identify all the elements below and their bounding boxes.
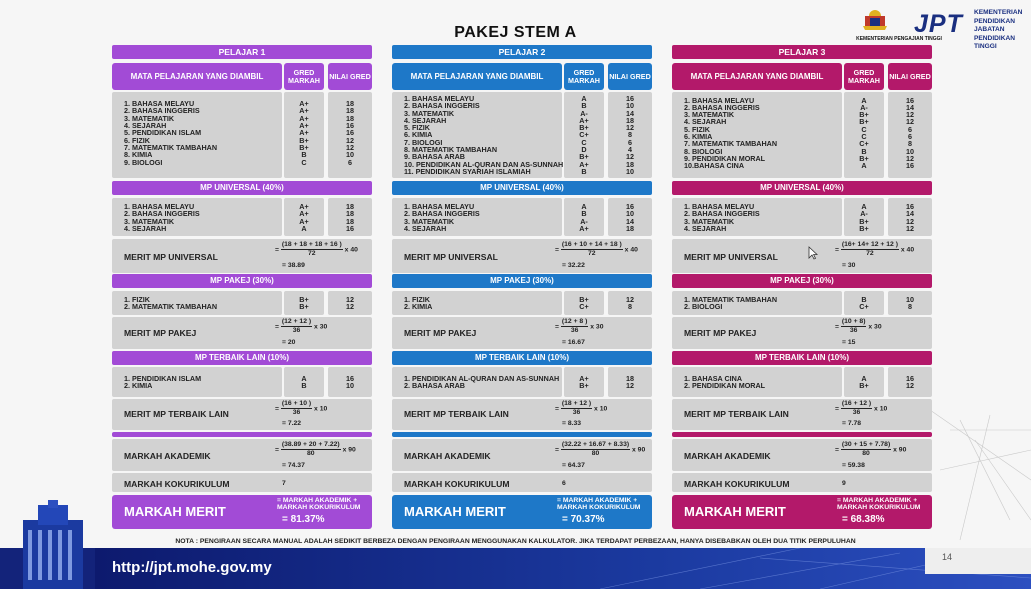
footnote: NOTA : PENGIRAAN SECARA MANUAL ADALAH SEDIKIT BERBEZA DENGAN PENGIRAAN MENGGUNAKAN KALKULATOR. JIKA TERDAPAT PERBEZAAN, HANYA DISEBABKAN OLEH DUA TITIK PERPULUHAN — [175, 538, 856, 545]
grade-cell: 18 — [346, 202, 354, 211]
grade-cell: A+ — [299, 106, 309, 116]
grade-cell: A+ — [299, 216, 309, 226]
merit-percentage: = 81.37% — [282, 514, 325, 525]
merit-pakej-label: MERIT MP PAKEJ — [124, 328, 197, 338]
grade-cell: B+ — [859, 223, 869, 233]
list-item: 1. FIZIK — [404, 295, 430, 304]
grade-cell: 18 — [346, 106, 354, 116]
grade-cell: B+ — [299, 135, 309, 145]
grade-cell: 8 — [908, 139, 912, 149]
grade-column — [328, 100, 372, 166]
akademik-label: MARKAH AKADEMIK — [404, 451, 491, 461]
formula-result: = 20 — [282, 339, 296, 346]
grade-cell: B+ — [579, 381, 589, 391]
grade-cell: A — [581, 202, 587, 211]
formula-result: = 7.22 — [282, 420, 302, 427]
grade-cell: B+ — [859, 110, 869, 120]
koko-value: 9 — [842, 480, 846, 487]
merit-percentage: = 68.38% — [842, 514, 885, 525]
merit-universal-label: MERIT MP UNIVERSAL — [684, 252, 778, 262]
grade-column — [844, 375, 884, 390]
grade-cell: B — [301, 150, 307, 160]
markah-merit-box — [672, 495, 932, 529]
list-item: 3. MATEMATIK — [404, 108, 455, 118]
grade-cell: 18 — [626, 223, 634, 233]
list-item: 2. BAHASA INGGERIS — [124, 106, 200, 116]
list-item: 2. KIMIA — [124, 381, 153, 391]
list-item: 5. FIZIK — [404, 123, 430, 133]
grade-cell: 16 — [346, 374, 354, 383]
list-item: 1. BAHASA MELAYU — [684, 202, 755, 211]
formula-result: = 32.22 — [562, 262, 585, 269]
grade-cell: B — [301, 381, 307, 391]
list-item: 5. PENDIDIKAN ISLAM — [124, 128, 202, 138]
grade-cell: 12 — [906, 223, 914, 233]
grade-cell: B — [861, 295, 867, 304]
formula: = $\frac{(16 + 10 + 14 + 18 )}{72}$ x 40 — [555, 241, 638, 257]
list-item: 1. BAHASA MELAYU — [124, 99, 195, 109]
grade-cell: C+ — [859, 139, 869, 149]
section-terbaik: MP TERBAIK LAIN (10%) — [112, 351, 372, 365]
list-item: 1. BAHASA MELAYU — [404, 202, 475, 211]
merit-formula: = MARKAH AKADEMIK + MARKAH KOKURIKULUM — [837, 497, 921, 511]
grade-mark-header: GRED MARKAH — [284, 63, 324, 90]
grade-cell: C — [861, 131, 867, 141]
mouse-cursor-icon — [808, 246, 818, 260]
grade-value-header: NILAI GRED — [888, 63, 932, 90]
grade-cell: 6 — [348, 157, 352, 167]
grade-cell: 12 — [346, 295, 354, 304]
grade-column — [284, 296, 324, 311]
grade-cell: 18 — [626, 374, 634, 383]
grade-cell: 10 — [626, 166, 634, 176]
list-item: 9. BAHASA ARAB — [404, 152, 465, 162]
grade-column — [888, 203, 932, 232]
subject-list — [404, 203, 480, 232]
grade-cell: 10 — [626, 209, 634, 219]
grade-cell: 16 — [346, 223, 354, 233]
grade-mark-header: GRED MARKAH — [844, 63, 884, 90]
grade-value-header: NILAI GRED — [328, 63, 372, 90]
list-item: 7. BIOLOGI — [404, 137, 443, 147]
grade-cell: A+ — [299, 128, 309, 138]
grade-column — [844, 203, 884, 232]
grade-cell: 10 — [906, 146, 914, 156]
grade-cell: 16 — [906, 202, 914, 211]
grade-cell: B — [581, 166, 587, 176]
subjects-header: MATA PELAJARAN YANG DIAMBIL — [112, 63, 282, 90]
grade-cell: B — [861, 146, 867, 156]
crest-icon — [861, 6, 889, 32]
section-universal: MP UNIVERSAL (40%) — [112, 181, 372, 195]
grade-cell: 10 — [626, 101, 634, 111]
grade-column — [608, 296, 652, 311]
markah-merit-label: MARKAH MERIT — [684, 504, 786, 519]
grade-cell: A+ — [299, 113, 309, 123]
grade-cell: C — [581, 137, 587, 147]
grade-cell: A — [581, 94, 587, 103]
grade-cell: 14 — [906, 102, 914, 112]
list-item: 1. MATEMATIK TAMBAHAN — [684, 295, 778, 304]
merit-universal-label: MERIT MP UNIVERSAL — [404, 252, 498, 262]
subject-list — [404, 296, 432, 311]
grade-cell: 14 — [626, 216, 634, 226]
grade-cell: 18 — [346, 216, 354, 226]
subject-list — [684, 296, 777, 311]
akademik-label: MARKAH AKADEMIK — [124, 451, 211, 461]
grade-cell: 14 — [906, 209, 914, 219]
grade-cell: A+ — [579, 374, 589, 383]
grade-cell: 6 — [908, 124, 912, 134]
divider — [672, 432, 932, 437]
grade-cell: 12 — [906, 110, 914, 120]
grade-cell: A+ — [579, 223, 589, 233]
subject-list — [124, 100, 217, 166]
grade-cell: A+ — [299, 121, 309, 131]
formula: = $\frac{(12 + 8 )}{36}$ x 30 — [555, 318, 604, 334]
grade-cell: 12 — [906, 117, 914, 127]
list-item: 2. MATEMATIK TAMBAHAN — [124, 302, 218, 312]
grade-cell: 16 — [626, 202, 634, 211]
grade-cell: 12 — [626, 152, 634, 162]
grade-column — [844, 296, 884, 311]
grade-cell: 8 — [908, 302, 912, 312]
list-item: 8. BIOLOGI — [684, 146, 723, 156]
list-item: 4. SEJARAH — [684, 223, 727, 233]
grade-cell: 6 — [628, 137, 632, 147]
formula: = $\frac{(18 + 18 + 18 + 16 )}{72}$ x 40 — [275, 241, 358, 257]
list-item: 3. MATEMATIK — [684, 110, 735, 120]
list-item: 6. KIMIA — [684, 131, 713, 141]
grade-cell: 16 — [906, 95, 914, 105]
grade-column — [328, 375, 372, 390]
list-item: 9. PENDIDIKAN MORAL — [684, 153, 766, 163]
formula: = $\frac{(10 + 8)}{36}$ x 30 — [835, 318, 882, 334]
grade-cell: 18 — [626, 159, 634, 169]
formula: = $\frac{(16 + 12 )}{36}$ x 10 — [835, 400, 888, 416]
koko-label: MARKAH KOKURIKULUM — [404, 479, 510, 489]
grade-cell: C — [861, 124, 867, 134]
koko-label: MARKAH KOKURIKULUM — [124, 479, 230, 489]
jpt-subtitle: KEMENTERIAN PENDIDIKAN JABATAN PENDIDIKAN TINGGI — [974, 9, 1023, 50]
grade-cell: A+ — [579, 115, 589, 125]
markah-merit-box — [392, 495, 652, 529]
formula: = $\frac{(12 + 12 )}{36}$ x 30 — [275, 318, 328, 334]
formula-result: = 64.37 — [562, 462, 585, 469]
grade-cell: A — [861, 161, 867, 171]
merit-formula: = MARKAH AKADEMIK + MARKAH KOKURIKULUM — [557, 497, 641, 511]
grade-cell: 16 — [626, 94, 634, 103]
grade-cell: B+ — [859, 117, 869, 127]
grade-column — [284, 100, 324, 166]
formula-result: = 30 — [842, 262, 856, 269]
subject-list — [124, 296, 217, 311]
grade-cell: B+ — [859, 216, 869, 226]
grade-cell: C+ — [579, 130, 589, 140]
grade-cell: 16 — [346, 121, 354, 131]
grade-cell: 10 — [346, 381, 354, 391]
list-item: 2. BAHASA INGGERIS — [404, 101, 480, 111]
grade-cell: C — [301, 157, 307, 167]
merit-terbaik-label: MERIT MP TERBAIK LAIN — [124, 409, 229, 419]
list-item: 1. BAHASA MELAYU — [404, 94, 475, 103]
grade-cell: A+ — [579, 159, 589, 169]
grade-cell: A+ — [299, 99, 309, 109]
list-item: 6. FIZIK — [124, 135, 150, 145]
grade-column — [328, 203, 372, 232]
grade-column — [608, 203, 652, 232]
koko-label: MARKAH KOKURIKULUM — [684, 479, 790, 489]
grade-column — [608, 375, 652, 390]
jpt-logo: JPT — [914, 10, 963, 38]
grade-cell: B+ — [859, 381, 869, 391]
subject-list — [124, 203, 200, 232]
grade-cell: 18 — [346, 99, 354, 109]
grade-cell: 14 — [626, 108, 634, 118]
grade-mark-header: GRED MARKAH — [564, 63, 604, 90]
section-terbaik: MP TERBAIK LAIN (10%) — [672, 351, 932, 365]
grade-cell: 12 — [626, 295, 634, 304]
list-item: 3. MATEMATIK — [124, 216, 175, 226]
section-pakej: MP PAKEJ (30%) — [672, 274, 932, 288]
grade-column — [564, 296, 604, 311]
grade-cell: 12 — [906, 216, 914, 226]
formula-result: = 7.78 — [842, 420, 862, 427]
grade-cell: A — [861, 95, 867, 105]
list-item: 7. MATEMATIK TAMBAHAN — [684, 139, 778, 149]
list-item: 8. KIMIA — [124, 150, 153, 160]
subject-list — [684, 375, 765, 390]
grade-cell: B — [581, 209, 587, 219]
grade-cell: 18 — [346, 209, 354, 219]
student-header: PELAJAR 1 — [112, 45, 372, 59]
list-item: 6. KIMIA — [404, 130, 433, 140]
formula: = $\frac{(30 + 15 + 7.78)}{80}$ x 90 — [835, 441, 907, 457]
list-item: 1. BAHASA MELAYU — [124, 202, 195, 211]
list-item: 5. FIZIK — [684, 124, 710, 134]
grade-cell: 12 — [346, 135, 354, 145]
grade-cell: 12 — [346, 302, 354, 312]
grade-cell: A — [861, 202, 867, 211]
koko-value: 7 — [282, 480, 286, 487]
list-item: 1. FIZIK — [124, 295, 150, 304]
merit-terbaik-label: MERIT MP TERBAIK LAIN — [684, 409, 789, 419]
list-item: 4. SEJARAH — [404, 115, 447, 125]
markah-merit-label: MARKAH MERIT — [124, 504, 226, 519]
section-universal: MP UNIVERSAL (40%) — [392, 181, 652, 195]
formula-result: = 38.89 — [282, 262, 305, 269]
list-item: 3. MATEMATIK — [124, 113, 175, 123]
grade-cell: C+ — [579, 302, 589, 312]
grade-cell: 4 — [628, 145, 632, 155]
list-item: 10.BAHASA CINA — [684, 161, 745, 171]
list-item: 4. SEJARAH — [124, 223, 167, 233]
formula: = $\frac{(32.22 + 16.67 + 8.33)}{80}$ x 90 — [555, 441, 646, 457]
divider — [392, 432, 652, 437]
grade-cell: A+ — [299, 209, 309, 219]
merit-universal-label: MERIT MP UNIVERSAL — [124, 252, 218, 262]
list-item: 7. MATEMATIK TAMBAHAN — [124, 142, 218, 152]
grade-cell: A- — [580, 216, 588, 226]
footer-url[interactable]: http://jpt.mohe.gov.my — [112, 559, 272, 576]
subjects-header: MATA PELAJARAN YANG DIAMBIL — [672, 63, 842, 90]
grade-cell: 18 — [626, 115, 634, 125]
list-item: 2. KIMIA — [404, 302, 433, 312]
subject-list — [404, 375, 559, 390]
list-item: 3. MATEMATIK — [404, 216, 455, 226]
grade-cell: 10 — [346, 150, 354, 160]
grade-value-header: NILAI GRED — [608, 63, 652, 90]
grade-cell: 8 — [628, 302, 632, 312]
grade-column — [844, 97, 884, 170]
merit-formula: = MARKAH AKADEMIK + MARKAH KOKURIKULUM — [277, 497, 361, 511]
grade-cell: 6 — [908, 131, 912, 141]
subject-list — [124, 375, 201, 390]
grade-column — [564, 95, 604, 175]
list-item: 1. BAHASA CINA — [684, 374, 743, 383]
formula: = $\frac{(18 + 12 )}{36}$ x 10 — [555, 400, 608, 416]
grade-cell: 16 — [346, 128, 354, 138]
grade-cell: B+ — [579, 152, 589, 162]
list-item: 4. SEJARAH — [404, 223, 447, 233]
formula: = $\frac{(16+ 14+ 12 + 12 )}{72}$ x 40 — [835, 241, 915, 257]
building-icon — [8, 500, 98, 589]
list-item: 2. BAHASA INGGERIS — [124, 209, 200, 219]
formula-result: = 8.33 — [562, 420, 582, 427]
grade-cell: D — [581, 145, 587, 155]
list-item: 8. MATEMATIK TAMBAHAN — [404, 145, 498, 155]
grade-column — [284, 203, 324, 232]
grade-cell: B+ — [859, 153, 869, 163]
grade-cell: 16 — [906, 374, 914, 383]
grade-cell: 12 — [626, 381, 634, 391]
formula-result: = 74.37 — [282, 462, 305, 469]
merit-pakej-label: MERIT MP PAKEJ — [404, 328, 477, 338]
grade-cell: 16 — [906, 161, 914, 171]
list-item: 10. PENDIDIKAN AL-QURAN DAN AS-SUNNAH — [404, 159, 564, 169]
grade-cell: B+ — [299, 295, 309, 304]
grade-cell: A- — [580, 108, 588, 118]
list-item: 1. PENDIDIKAN AL-QURAN DAN AS-SUNNAH — [404, 374, 560, 383]
logo-area — [831, 0, 1031, 50]
ministry-label: KEMENTERIAN PENGAJIAN TINGGI — [856, 36, 942, 42]
page-title: PAKEJ STEM A — [454, 24, 577, 41]
grade-cell: 12 — [626, 123, 634, 133]
list-item: 2. BAHASA ARAB — [404, 381, 465, 391]
student-header: PELAJAR 2 — [392, 45, 652, 59]
grade-cell: A — [301, 223, 307, 233]
list-item: 9. BIOLOGI — [124, 157, 163, 167]
section-universal: MP UNIVERSAL (40%) — [672, 181, 932, 195]
grade-cell: 10 — [906, 295, 914, 304]
list-item: 4. SEJARAH — [124, 121, 167, 131]
list-item: 4. SEJARAH — [684, 117, 727, 127]
grade-cell: 12 — [346, 142, 354, 152]
grade-cell: 12 — [906, 153, 914, 163]
grade-cell: B+ — [299, 142, 309, 152]
list-item: 2. BAHASA INGGERIS — [684, 209, 760, 219]
section-terbaik: MP TERBAIK LAIN (10%) — [392, 351, 652, 365]
header — [0, 0, 1031, 50]
list-item: 2. BAHASA INGGERIS — [404, 209, 480, 219]
section-pakej: MP PAKEJ (30%) — [392, 274, 652, 288]
grade-column — [888, 375, 932, 390]
grade-cell: C+ — [859, 302, 869, 312]
koko-value: 6 — [562, 480, 566, 487]
list-item: 2. BAHASA INGGERIS — [684, 102, 760, 112]
merit-percentage: = 70.37% — [562, 514, 605, 525]
formula-result: = 15 — [842, 339, 856, 346]
formula: = $\frac{(16 + 10 )}{36}$ x 10 — [275, 400, 328, 416]
subject-list — [404, 95, 563, 175]
markah-merit-label: MARKAH MERIT — [404, 504, 506, 519]
grade-cell: A — [861, 374, 867, 383]
student-header: PELAJAR 3 — [672, 45, 932, 59]
list-item: 2. PENDIDIKAN MORAL — [684, 381, 766, 391]
grade-cell: B+ — [299, 302, 309, 312]
grade-column — [888, 296, 932, 311]
list-item: 3. MATEMATIK — [684, 216, 735, 226]
subject-list — [684, 97, 777, 170]
grade-cell: A+ — [299, 202, 309, 211]
grade-cell: A — [301, 374, 307, 383]
grade-column — [564, 203, 604, 232]
merit-terbaik-label: MERIT MP TERBAIK LAIN — [404, 409, 509, 419]
grade-cell: 18 — [346, 113, 354, 123]
formula: = $\frac{(38.89 + 20 + 7.22)}{80}$ x 90 — [275, 441, 356, 457]
list-item: 11. PENDIDIKAN SYARIAH ISLAMIAH — [404, 166, 531, 176]
formula-result: = 59.38 — [842, 462, 865, 469]
subjects-header: MATA PELAJARAN YANG DIAMBIL — [392, 63, 562, 90]
formula-result: = 16.67 — [562, 339, 585, 346]
list-item: 2. BIOLOGI — [684, 302, 723, 312]
grade-cell: B — [581, 101, 587, 111]
grade-column — [888, 97, 932, 170]
list-item: 1. BAHASA MELAYU — [684, 95, 755, 105]
grade-cell: 8 — [628, 130, 632, 140]
section-pakej: MP PAKEJ (30%) — [112, 274, 372, 288]
grade-column — [328, 296, 372, 311]
grade-cell: B+ — [579, 295, 589, 304]
grade-cell: A- — [860, 102, 868, 112]
grade-column — [608, 95, 652, 175]
merit-pakej-label: MERIT MP PAKEJ — [684, 328, 757, 338]
list-item: 1. PENDIDIKAN ISLAM — [124, 374, 202, 383]
page-number: 14 — [942, 552, 953, 562]
markah-merit-box — [112, 495, 372, 529]
grade-cell: 12 — [906, 381, 914, 391]
grade-cell: A- — [860, 209, 868, 219]
grade-column — [284, 375, 324, 390]
grade-column — [564, 375, 604, 390]
akademik-label: MARKAH AKADEMIK — [684, 451, 771, 461]
divider — [112, 432, 372, 437]
subject-list — [684, 203, 760, 232]
grade-cell: B+ — [579, 123, 589, 133]
